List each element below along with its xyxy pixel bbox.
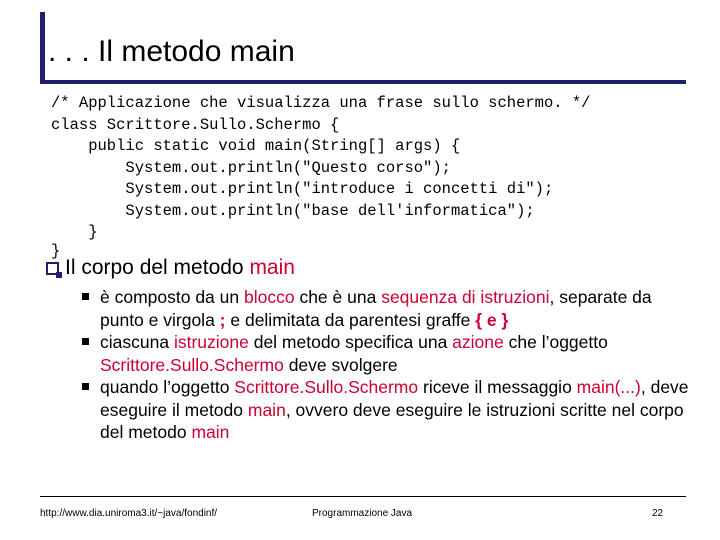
main-bullet-keyword: main (249, 256, 295, 279)
code-line: /* Applicazione che visualizza una frase sullo schermo. */ (51, 94, 591, 112)
text: e delimitata da parentesi graffe (225, 309, 476, 330)
text: è composto da un (100, 287, 244, 307)
sub-bullet-list (78, 286, 698, 444)
term-main: main (191, 422, 230, 442)
text: del metodo specifica una (248, 332, 453, 352)
term-azione: azione (452, 332, 504, 352)
text: riceve il messaggio (418, 377, 577, 397)
slide-title: . . . Il metodo main (48, 35, 295, 68)
title-frame-vertical (40, 12, 45, 84)
footer-page-number: 22 (652, 508, 664, 519)
code-line-closing-brace: } (51, 242, 61, 260)
text: ciascuna (100, 332, 174, 352)
square-bullet-icon (82, 338, 89, 345)
text: deve svolgere (283, 354, 398, 375)
square-bullet-icon (82, 293, 89, 300)
main-bullet-text: Il corpo del metodo (65, 256, 250, 279)
text: che l’oggetto (503, 332, 608, 352)
text: quando l’oggetto (100, 377, 235, 397)
code-block (51, 93, 591, 260)
text: , deve eseguire il metodo (100, 377, 689, 420)
text: , separate da punto e virgola (100, 287, 652, 330)
term-main-message: main(...) (576, 377, 641, 397)
code-line: } (51, 223, 98, 241)
term-blocco: blocco (243, 287, 295, 307)
text: che è una (294, 287, 382, 307)
code-line: class Scrittore.Sullo.Schermo { (51, 115, 340, 134)
code-line: System.out.println("base dell'informatica"); (51, 201, 535, 220)
term-class-name: Scrittore.Sullo.Schermo (100, 354, 284, 375)
square-bullet-icon (82, 383, 89, 390)
footer-course: Programmazione Java (312, 508, 413, 519)
title-frame-underline (40, 80, 686, 84)
sub-bullet-1 (78, 286, 698, 331)
main-bullet (46, 255, 295, 281)
term-braces: { e } (475, 309, 509, 330)
sub-bullet-3 (78, 376, 698, 444)
checkbox-bullet-icon (46, 262, 59, 275)
text: , ovvero deve eseguire le istruzioni scritte nel corpo del metodo (100, 399, 684, 442)
sub-bullet-2 (78, 331, 698, 376)
code-line: public static void main(String[] args) { (51, 137, 461, 155)
footer-divider (40, 496, 686, 497)
term-class-name: Scrittore.Sullo.Schermo (234, 377, 419, 397)
code-line: System.out.println("Questo corso"); (51, 158, 451, 177)
term-istruzione: istruzione (173, 332, 249, 352)
term-sequenza-istruzioni: sequenza di istruzioni (381, 287, 550, 307)
footer-url: http://www.dia.uniroma3.it/~java/fondinf/ (40, 508, 218, 519)
code-line: System.out.println("introduce i concetti di"); (51, 180, 554, 198)
term-main: main (247, 399, 286, 420)
term-semicolon: ; (219, 309, 226, 330)
